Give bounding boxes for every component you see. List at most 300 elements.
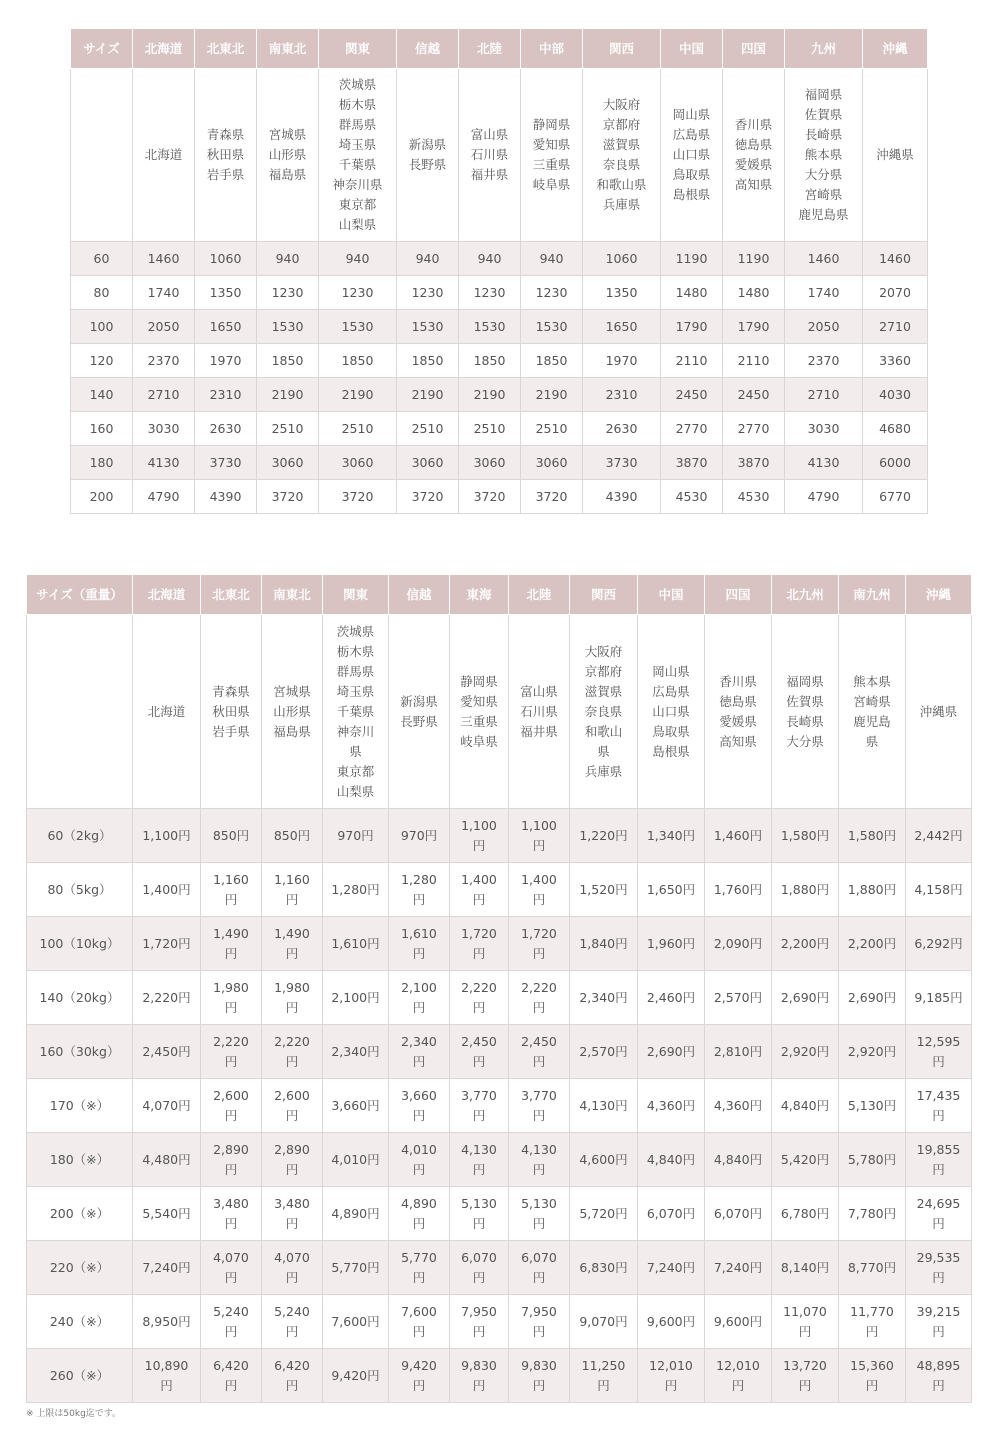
prefecture-cell <box>27 615 133 809</box>
size-cell: 180 <box>71 446 133 480</box>
price-cell: 2510 <box>257 412 319 446</box>
price-cell: 2190 <box>397 378 459 412</box>
price-cell: 15,360 円 <box>839 1349 906 1403</box>
size-cell: 60（2kg） <box>27 809 133 863</box>
price-cell: 7,600円 <box>323 1295 389 1349</box>
table-row <box>27 1025 972 1079</box>
column-header: サイズ（重量） <box>27 575 133 615</box>
price-cell: 1230 <box>257 276 319 310</box>
price-cell: 5,130 円 <box>450 1187 509 1241</box>
price-cell: 4,130 円 <box>450 1133 509 1187</box>
price-cell: 1060 <box>583 242 661 276</box>
column-header: 北九州 <box>772 575 839 615</box>
price-cell: 1,980 円 <box>201 971 262 1025</box>
price-cell: 9,185円 <box>906 971 972 1025</box>
price-cell: 12,010 円 <box>705 1349 772 1403</box>
price-cell: 1230 <box>319 276 397 310</box>
price-cell: 6770 <box>863 480 928 514</box>
price-cell: 2050 <box>785 310 863 344</box>
price-cell: 940 <box>521 242 583 276</box>
price-cell: 1,100円 <box>133 809 201 863</box>
price-cell: 4530 <box>661 480 723 514</box>
price-cell: 2,220 円 <box>450 971 509 1025</box>
price-cell: 9,600円 <box>638 1295 705 1349</box>
price-cell: 4,360円 <box>705 1079 772 1133</box>
column-header: 中国 <box>638 575 705 615</box>
size-cell: 240（※） <box>27 1295 133 1349</box>
column-header: 南東北 <box>262 575 323 615</box>
column-header: 関東 <box>319 29 397 69</box>
price-cell: 2070 <box>863 276 928 310</box>
column-header: 関西 <box>570 575 638 615</box>
shipping-rate-table-2 <box>26 574 972 1403</box>
price-cell: 4130 <box>133 446 195 480</box>
prefecture-cell: 大阪府 京都府 滋賀県 奈良県 和歌山県 兵庫県 <box>583 69 661 242</box>
prefecture-cell: 岡山県 広島県 山口県 鳥取県 島根県 <box>661 69 723 242</box>
price-cell: 2510 <box>319 412 397 446</box>
price-cell: 3730 <box>195 446 257 480</box>
size-cell: 140（20kg） <box>27 971 133 1025</box>
price-cell: 2,200円 <box>839 917 906 971</box>
column-header: 四国 <box>705 575 772 615</box>
column-header: 信越 <box>397 29 459 69</box>
column-header: 東海 <box>450 575 509 615</box>
price-cell: 6,830円 <box>570 1241 638 1295</box>
price-cell: 940 <box>397 242 459 276</box>
column-header: 北東北 <box>201 575 262 615</box>
price-cell: 2710 <box>133 378 195 412</box>
price-cell: 1,490 円 <box>201 917 262 971</box>
price-cell: 4390 <box>195 480 257 514</box>
price-cell: 1,580円 <box>772 809 839 863</box>
price-cell: 13,720 円 <box>772 1349 839 1403</box>
price-cell: 2,600 円 <box>262 1079 323 1133</box>
price-cell: 1480 <box>723 276 785 310</box>
price-cell: 39,215 円 <box>906 1295 972 1349</box>
price-cell: 7,950 円 <box>450 1295 509 1349</box>
price-cell: 2,442円 <box>906 809 972 863</box>
table-row <box>27 917 972 971</box>
price-cell: 970円 <box>323 809 389 863</box>
price-cell: 4,600円 <box>570 1133 638 1187</box>
price-cell: 2,220 円 <box>262 1025 323 1079</box>
price-cell: 1530 <box>257 310 319 344</box>
price-cell: 7,950 円 <box>509 1295 570 1349</box>
size-cell: 80（5kg） <box>27 863 133 917</box>
prefecture-cell: 北海道 <box>133 615 201 809</box>
size-cell: 120 <box>71 344 133 378</box>
price-cell: 2050 <box>133 310 195 344</box>
price-cell: 3060 <box>319 446 397 480</box>
price-cell: 1060 <box>195 242 257 276</box>
price-cell: 1,760円 <box>705 863 772 917</box>
price-cell: 1,980 円 <box>262 971 323 1025</box>
price-cell: 5,240 円 <box>262 1295 323 1349</box>
price-cell: 3360 <box>863 344 928 378</box>
price-cell: 12,595 円 <box>906 1025 972 1079</box>
price-cell: 1230 <box>397 276 459 310</box>
price-cell: 1,460円 <box>705 809 772 863</box>
price-cell: 6,070 円 <box>509 1241 570 1295</box>
table-row <box>71 480 928 514</box>
price-cell: 4,070 円 <box>201 1241 262 1295</box>
price-cell: 2,220 円 <box>201 1025 262 1079</box>
table-row <box>71 276 928 310</box>
price-cell: 3,480 円 <box>201 1187 262 1241</box>
price-cell: 2450 <box>661 378 723 412</box>
price-cell: 2,570円 <box>705 971 772 1025</box>
price-cell: 1,100 円 <box>509 809 570 863</box>
size-cell: 80 <box>71 276 133 310</box>
price-cell: 2510 <box>521 412 583 446</box>
price-cell: 4,360円 <box>638 1079 705 1133</box>
price-cell: 2370 <box>133 344 195 378</box>
table-header-row <box>71 29 928 69</box>
price-cell: 940 <box>319 242 397 276</box>
price-cell: 2630 <box>583 412 661 446</box>
column-header: 沖縄 <box>906 575 972 615</box>
price-cell: 2,450 円 <box>450 1025 509 1079</box>
column-header: 北東北 <box>195 29 257 69</box>
price-cell: 5,770 円 <box>389 1241 450 1295</box>
price-cell: 1530 <box>319 310 397 344</box>
prefecture-cell: 静岡県 愛知県 三重県 岐阜県 <box>450 615 509 809</box>
price-cell: 8,950円 <box>133 1295 201 1349</box>
price-cell: 4,070 円 <box>262 1241 323 1295</box>
price-cell: 1,720 円 <box>450 917 509 971</box>
price-cell: 3060 <box>397 446 459 480</box>
price-cell: 1,160 円 <box>201 863 262 917</box>
price-cell: 3720 <box>521 480 583 514</box>
price-cell: 19,855 円 <box>906 1133 972 1187</box>
price-cell: 3060 <box>521 446 583 480</box>
price-cell: 3,480 円 <box>262 1187 323 1241</box>
price-cell: 8,140円 <box>772 1241 839 1295</box>
size-cell: 200（※） <box>27 1187 133 1241</box>
size-cell: 260（※） <box>27 1349 133 1403</box>
price-cell: 3,770 円 <box>509 1079 570 1133</box>
column-header: 関西 <box>583 29 661 69</box>
column-header: 北海道 <box>133 29 195 69</box>
price-cell: 4,840円 <box>772 1079 839 1133</box>
price-cell: 6,780円 <box>772 1187 839 1241</box>
price-cell: 1,880円 <box>772 863 839 917</box>
price-cell: 6,420 円 <box>262 1349 323 1403</box>
price-cell: 1,400 円 <box>509 863 570 917</box>
price-cell: 2,340 円 <box>389 1025 450 1079</box>
price-cell: 1740 <box>133 276 195 310</box>
price-cell: 1460 <box>785 242 863 276</box>
price-cell: 1740 <box>785 276 863 310</box>
price-cell: 2,920円 <box>772 1025 839 1079</box>
price-cell: 3870 <box>661 446 723 480</box>
price-cell: 2,570円 <box>570 1025 638 1079</box>
price-cell: 7,240円 <box>133 1241 201 1295</box>
price-cell: 9,830 円 <box>509 1349 570 1403</box>
price-cell: 4,070円 <box>133 1079 201 1133</box>
price-cell: 3720 <box>397 480 459 514</box>
price-cell: 1850 <box>319 344 397 378</box>
price-cell: 17,435 円 <box>906 1079 972 1133</box>
price-cell: 4,480円 <box>133 1133 201 1187</box>
table-row <box>27 1187 972 1241</box>
price-cell: 2710 <box>785 378 863 412</box>
column-header: 四国 <box>723 29 785 69</box>
prefecture-cell: 富山県 石川県 福井県 <box>459 69 521 242</box>
price-cell: 1970 <box>195 344 257 378</box>
prefecture-cell: 茨城県 栃木県 群馬県 埼玉県 千葉県 神奈川県 東京都 山梨県 <box>319 69 397 242</box>
price-cell: 1,720 円 <box>509 917 570 971</box>
column-header: サイズ <box>71 29 133 69</box>
price-cell: 4390 <box>583 480 661 514</box>
price-cell: 1,720円 <box>133 917 201 971</box>
price-cell: 6,292円 <box>906 917 972 971</box>
table-row <box>27 1241 972 1295</box>
prefecture-cell: 新潟県 長野県 <box>389 615 450 809</box>
price-cell: 850円 <box>262 809 323 863</box>
price-cell: 4,840円 <box>705 1133 772 1187</box>
table-row <box>71 446 928 480</box>
size-cell: 160（30kg） <box>27 1025 133 1079</box>
price-cell: 5,420円 <box>772 1133 839 1187</box>
price-cell: 3030 <box>785 412 863 446</box>
price-cell: 6,420 円 <box>201 1349 262 1403</box>
prefecture-cell: 福岡県 佐賀県 長崎県 大分県 <box>772 615 839 809</box>
price-cell: 2190 <box>459 378 521 412</box>
price-cell: 24,695 円 <box>906 1187 972 1241</box>
price-cell: 3,660 円 <box>389 1079 450 1133</box>
price-cell: 3030 <box>133 412 195 446</box>
price-cell: 2,890 円 <box>262 1133 323 1187</box>
prefecture-cell: 富山県 石川県 福井県 <box>509 615 570 809</box>
prefecture-cell: 静岡県 愛知県 三重県 岐阜県 <box>521 69 583 242</box>
price-cell: 5,130円 <box>839 1079 906 1133</box>
price-cell: 2,450 円 <box>509 1025 570 1079</box>
price-cell: 2,100円 <box>323 971 389 1025</box>
prefecture-cell: 宮城県 山形県 福島県 <box>257 69 319 242</box>
price-cell: 2110 <box>661 344 723 378</box>
table-row <box>27 1133 972 1187</box>
price-cell: 2110 <box>723 344 785 378</box>
price-cell: 9,600円 <box>705 1295 772 1349</box>
price-cell: 1850 <box>397 344 459 378</box>
price-cell: 2,220円 <box>133 971 201 1025</box>
price-cell: 4,840円 <box>638 1133 705 1187</box>
price-cell: 1,520円 <box>570 863 638 917</box>
price-cell: 4,130円 <box>570 1079 638 1133</box>
price-cell: 1,400 円 <box>450 863 509 917</box>
column-header: 中部 <box>521 29 583 69</box>
price-cell: 2770 <box>661 412 723 446</box>
price-cell: 1530 <box>521 310 583 344</box>
column-header: 中国 <box>661 29 723 69</box>
price-cell: 7,780円 <box>839 1187 906 1241</box>
price-cell: 1350 <box>583 276 661 310</box>
table-row <box>27 1079 972 1133</box>
price-cell: 1530 <box>397 310 459 344</box>
price-cell: 10,890 円 <box>133 1349 201 1403</box>
column-header: 九州 <box>785 29 863 69</box>
table-row <box>27 971 972 1025</box>
column-header: 関東 <box>323 575 389 615</box>
column-header: 南九州 <box>839 575 906 615</box>
price-cell: 2,690円 <box>772 971 839 1025</box>
price-cell: 9,420円 <box>323 1349 389 1403</box>
price-cell: 2,690円 <box>839 971 906 1025</box>
table-row <box>71 344 928 378</box>
prefecture-cell: 岡山県 広島県 山口県 鳥取県 島根県 <box>638 615 705 809</box>
price-cell: 1650 <box>583 310 661 344</box>
table-row <box>27 1295 972 1349</box>
size-cell: 100（10kg） <box>27 917 133 971</box>
price-cell: 2310 <box>195 378 257 412</box>
size-cell: 200 <box>71 480 133 514</box>
price-cell: 6000 <box>863 446 928 480</box>
size-cell: 160 <box>71 412 133 446</box>
price-cell: 1480 <box>661 276 723 310</box>
price-cell: 2510 <box>397 412 459 446</box>
price-cell: 850円 <box>201 809 262 863</box>
prefecture-cell: 熊本県 宮崎県 鹿児島 県 <box>839 615 906 809</box>
column-header: 信越 <box>389 575 450 615</box>
price-cell: 2450 <box>723 378 785 412</box>
price-cell: 29,535 円 <box>906 1241 972 1295</box>
table-row <box>27 863 972 917</box>
price-cell: 1460 <box>133 242 195 276</box>
price-cell: 11,770 円 <box>839 1295 906 1349</box>
price-cell: 2510 <box>459 412 521 446</box>
price-cell: 1,650円 <box>638 863 705 917</box>
price-cell: 5,540円 <box>133 1187 201 1241</box>
price-cell: 2,200円 <box>772 917 839 971</box>
prefecture-cell: 青森県 秋田県 岩手県 <box>201 615 262 809</box>
table-row <box>71 378 928 412</box>
price-cell: 48,895 円 <box>906 1349 972 1403</box>
price-cell: 2,810円 <box>705 1025 772 1079</box>
price-cell: 1,400円 <box>133 863 201 917</box>
size-cell: 100 <box>71 310 133 344</box>
price-cell: 3060 <box>459 446 521 480</box>
price-cell: 2,340円 <box>570 971 638 1025</box>
price-cell: 5,240 円 <box>201 1295 262 1349</box>
price-cell: 4530 <box>723 480 785 514</box>
price-cell: 4790 <box>133 480 195 514</box>
price-cell: 1190 <box>661 242 723 276</box>
table-row <box>71 242 928 276</box>
price-cell: 4,010円 <box>323 1133 389 1187</box>
price-cell: 1,580円 <box>839 809 906 863</box>
price-cell: 1,160 円 <box>262 863 323 917</box>
column-header: 北海道 <box>133 575 201 615</box>
size-cell: 180（※） <box>27 1133 133 1187</box>
price-cell: 1230 <box>521 276 583 310</box>
prefecture-cell: 沖縄県 <box>863 69 928 242</box>
price-cell: 4790 <box>785 480 863 514</box>
price-cell: 1,340円 <box>638 809 705 863</box>
price-cell: 9,830 円 <box>450 1349 509 1403</box>
price-cell: 1,960円 <box>638 917 705 971</box>
price-cell: 4,890 円 <box>389 1187 450 1241</box>
price-cell: 1,280円 <box>323 863 389 917</box>
price-cell: 1850 <box>521 344 583 378</box>
price-cell: 9,070円 <box>570 1295 638 1349</box>
price-cell: 2,100 円 <box>389 971 450 1025</box>
size-cell: 170（※） <box>27 1079 133 1133</box>
price-cell: 1,610 円 <box>389 917 450 971</box>
price-cell: 2,600 円 <box>201 1079 262 1133</box>
price-cell: 3720 <box>459 480 521 514</box>
price-cell: 970円 <box>389 809 450 863</box>
price-cell: 2,090円 <box>705 917 772 971</box>
prefecture-cell: 茨城県 栃木県 群馬県 埼玉県 千葉県 神奈川 県 東京都 山梨県 <box>323 615 389 809</box>
price-cell: 4,158円 <box>906 863 972 917</box>
price-cell: 2310 <box>583 378 661 412</box>
price-cell: 2,460円 <box>638 971 705 1025</box>
price-cell: 1,220円 <box>570 809 638 863</box>
price-cell: 4130 <box>785 446 863 480</box>
prefecture-cell: 香川県 徳島県 愛媛県 高知県 <box>723 69 785 242</box>
price-cell: 5,780円 <box>839 1133 906 1187</box>
prefecture-row <box>27 615 972 809</box>
price-cell: 8,770円 <box>839 1241 906 1295</box>
price-cell: 3,660円 <box>323 1079 389 1133</box>
price-cell: 4,130 円 <box>509 1133 570 1187</box>
price-cell: 2190 <box>319 378 397 412</box>
column-header: 北陸 <box>459 29 521 69</box>
price-cell: 4,890円 <box>323 1187 389 1241</box>
price-cell: 5,720円 <box>570 1187 638 1241</box>
price-cell: 5,130 円 <box>509 1187 570 1241</box>
price-cell: 2710 <box>863 310 928 344</box>
price-cell: 7,240円 <box>705 1241 772 1295</box>
price-cell: 1,610円 <box>323 917 389 971</box>
price-cell: 2,890 円 <box>201 1133 262 1187</box>
size-cell: 140 <box>71 378 133 412</box>
price-cell: 1790 <box>723 310 785 344</box>
price-cell: 1,880円 <box>839 863 906 917</box>
column-header: 沖縄 <box>863 29 928 69</box>
prefecture-cell: 新潟県 長野県 <box>397 69 459 242</box>
table-row <box>71 412 928 446</box>
price-cell: 1,490 円 <box>262 917 323 971</box>
price-cell: 11,250 円 <box>570 1349 638 1403</box>
price-cell: 3720 <box>319 480 397 514</box>
price-cell: 1790 <box>661 310 723 344</box>
price-cell: 1190 <box>723 242 785 276</box>
price-cell: 5,770円 <box>323 1241 389 1295</box>
price-cell: 1650 <box>195 310 257 344</box>
price-cell: 2770 <box>723 412 785 446</box>
price-cell: 3,770 円 <box>450 1079 509 1133</box>
price-cell: 4,010 円 <box>389 1133 450 1187</box>
prefecture-cell: 北海道 <box>133 69 195 242</box>
price-cell: 1230 <box>459 276 521 310</box>
size-cell: 220（※） <box>27 1241 133 1295</box>
price-cell: 2,690円 <box>638 1025 705 1079</box>
price-cell: 1350 <box>195 276 257 310</box>
price-cell: 1850 <box>459 344 521 378</box>
prefecture-cell: 青森県 秋田県 岩手県 <box>195 69 257 242</box>
price-cell: 2,920円 <box>839 1025 906 1079</box>
price-cell: 3870 <box>723 446 785 480</box>
price-cell: 1460 <box>863 242 928 276</box>
price-cell: 1,840円 <box>570 917 638 971</box>
price-cell: 2630 <box>195 412 257 446</box>
price-cell: 940 <box>257 242 319 276</box>
prefecture-cell: 香川県 徳島県 愛媛県 高知県 <box>705 615 772 809</box>
prefecture-row <box>71 69 928 242</box>
price-cell: 3730 <box>583 446 661 480</box>
